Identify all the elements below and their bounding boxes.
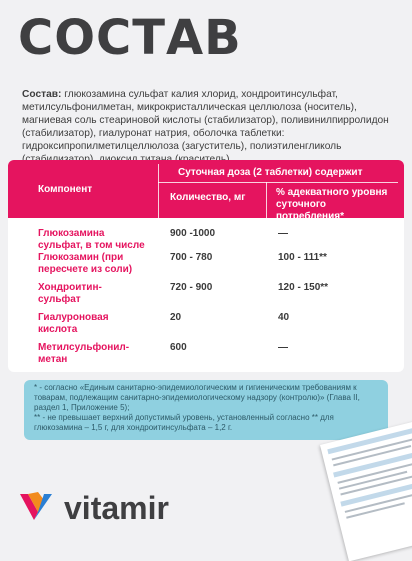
composition-text <box>22 88 392 166</box>
header-divider <box>158 164 159 218</box>
component-pct: 120 - 150** <box>278 282 329 293</box>
component-name: Гиалуроновая кислота <box>38 312 109 335</box>
header-component: Компонент <box>38 184 93 195</box>
component-qty: 600 <box>170 342 187 353</box>
page-title: СОСТАВ <box>18 10 242 66</box>
component-pct: 100 - 111** <box>278 252 327 263</box>
component-qty: 720 - 900 <box>170 282 213 293</box>
component-pct: 40 <box>278 312 290 323</box>
composition-body: глюкозамина сульфат калия хлорид, хондроитинсульфат, метилсульфонилметан, микрокристаллическая целлюлоза (носитель), магниевая соль стеариновой кислоты (стабилизатор), поливинилпирролидон (стабилизатор), гиалуронат натрия, оболочка таблетки: гидроксипропилметилцеллюлоза (загуститель), полиэтиленгликоль <box>22 89 389 152</box>
table-header <box>8 160 404 222</box>
component-name: Глюкозамина сульфат, в том числе Глюкозамин (при пересчете из соли) <box>38 228 145 275</box>
component-qty: 900 -1000 <box>170 228 216 239</box>
composition-label: Состав: <box>22 89 62 100</box>
component-name: Хондроитин-сульфат <box>38 282 102 305</box>
component-qty: 20 <box>170 312 182 323</box>
component-pct: — <box>278 342 288 353</box>
footnote-1: * - согласно «Единым санитарно-эпидемиологическим и гигиеническим требованиям к товарам, подлежащим санитарно-эпидемиологическому надзору (контролю)» (Глава II, раздел 1, Приложение 5); <box>34 383 360 412</box>
header-quantity: Количество, мг <box>170 192 246 203</box>
header-percent: % адекватного уровня суточного потребления* <box>276 187 388 222</box>
component-name: Метилсульфонил-метан <box>38 342 130 365</box>
header-daily-dose: Суточная доза (2 таблетки) содержит <box>178 167 363 178</box>
component-qty: 700 - 780 <box>170 252 213 263</box>
header-divider <box>266 182 267 218</box>
component-pct: — <box>278 228 288 239</box>
vitamir-logo-icon <box>18 488 54 524</box>
brand-name: vitamir <box>64 490 169 526</box>
composition-table <box>8 160 404 372</box>
footnote <box>24 380 388 440</box>
footnote-2: ** - не превышает верхний допустимый уровень, установленный согласно ** для глюкозамина – 1,5 г, для хондроитинсульфата – 1,2 г. <box>34 413 334 432</box>
header-divider <box>158 182 398 183</box>
